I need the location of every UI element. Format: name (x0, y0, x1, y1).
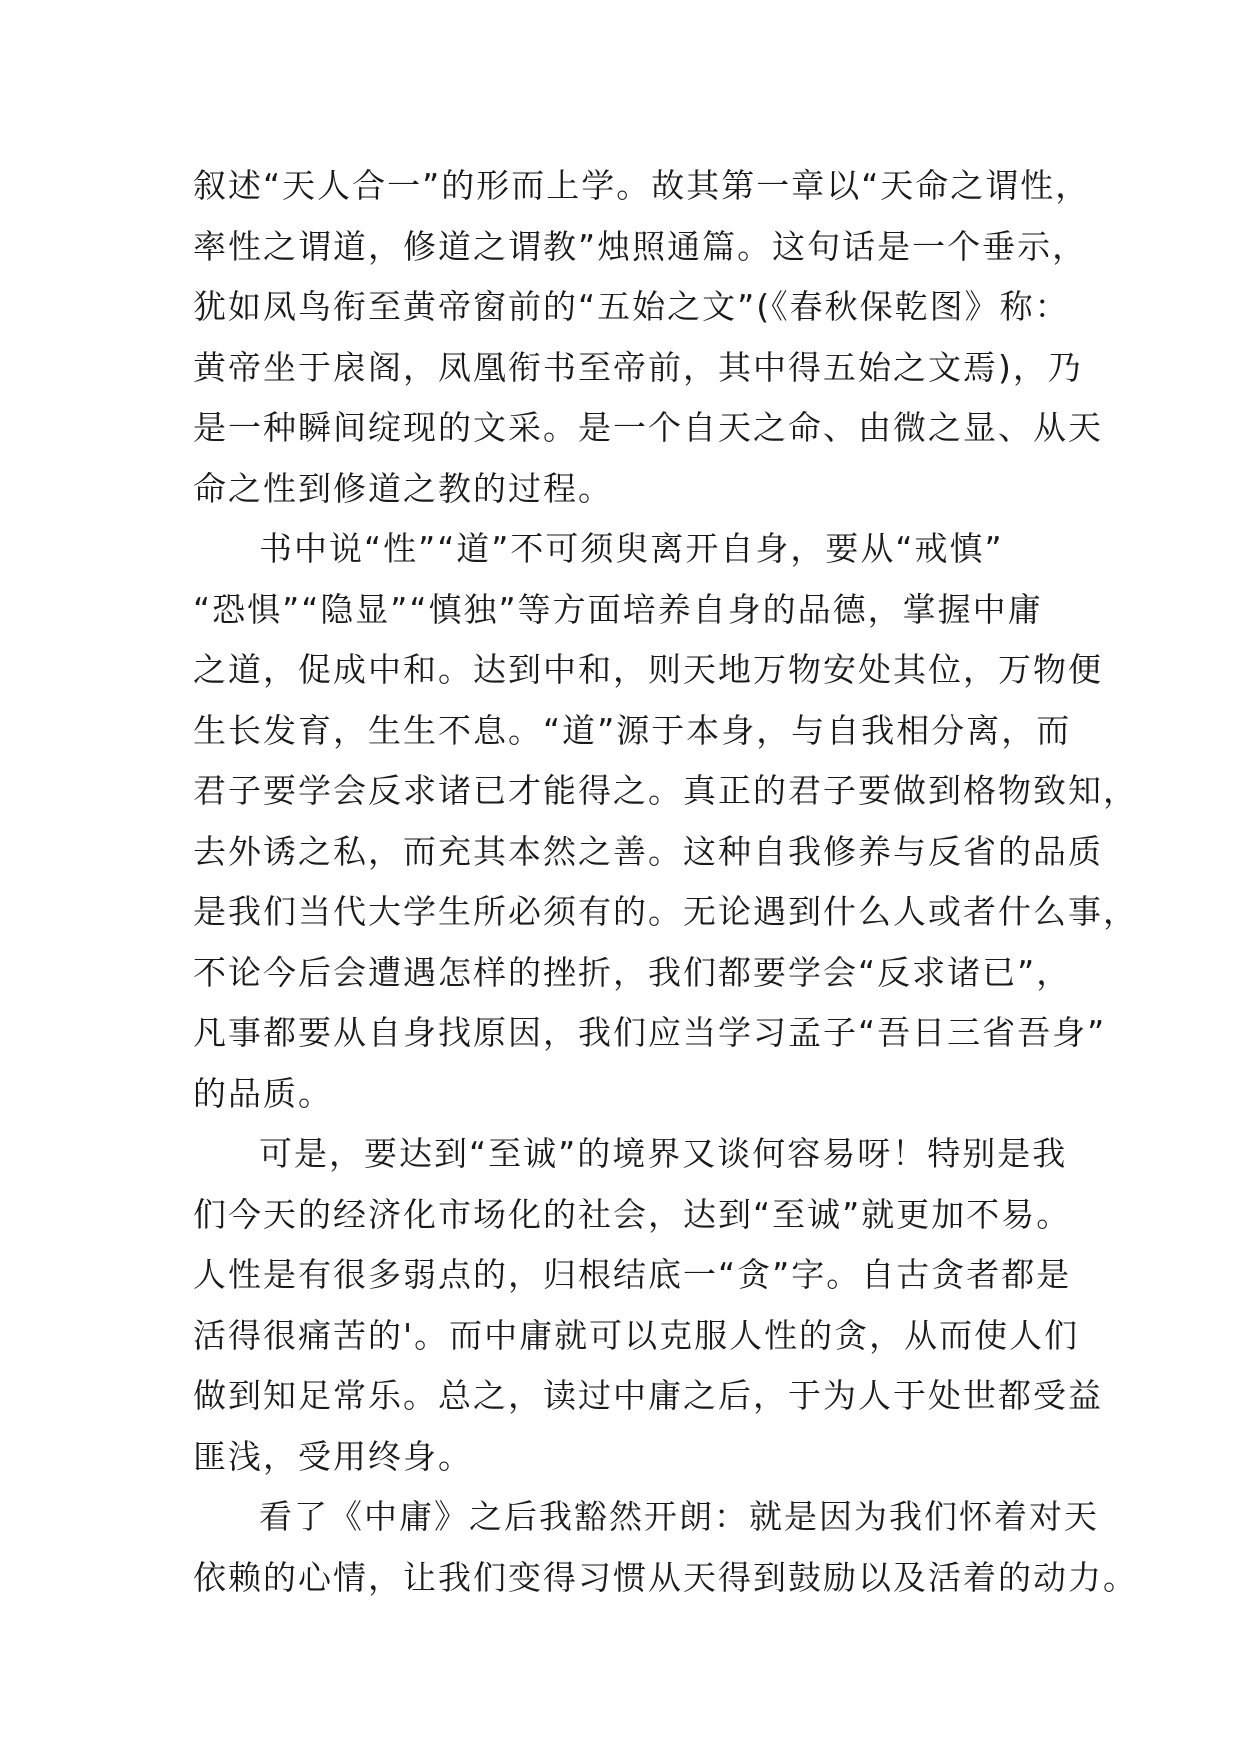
text-line: 率性之谓道，修道之谓教”烛照通篇。这句话是一个垂示， (193, 226, 1088, 266)
paragraph-3 (193, 1124, 1103, 1487)
text-line: 做到知足常乐。总之，读过中庸之后，于为人于处世都受益 (193, 1376, 1103, 1415)
document-body (193, 156, 1138, 1608)
text-line: 君子要学会反求诸已才能得之。真正的君子要做到格物致知， (193, 771, 1138, 810)
text-line: 犹如凤鸟衔至黄帝窗前的“五始之文”(《春秋保乾图》称： (193, 287, 1070, 326)
paragraph-4 (193, 1487, 1138, 1608)
text-line: 看了《中庸》之后我豁然开朗：就是因为我们怀着对天 (259, 1497, 1099, 1536)
text-line: 人性是有很多弱点的，归根结底一“贪”字。自古贪者都是 (193, 1255, 1072, 1294)
text-line: 活得很痛苦的'。而中庸就可以克服人性的贪，从而使人们 (193, 1315, 1080, 1355)
text-line: 可是，要达到“至诚”的境界又谈何容易呀！特别是我 (259, 1134, 1068, 1173)
paragraph-1 (193, 156, 1103, 519)
text-line: 命之性到修道之教的过程。 (193, 468, 613, 508)
text-line: 凡事都要从自身找原因，我们应当学习孟子“吾日三省吾身” (193, 1013, 1107, 1052)
text-line: 去外诱之私，而充其本然之善。这种自我修养与反省的品质 (193, 831, 1103, 871)
paragraph-2 (193, 519, 1138, 1124)
text-line: 书中说“性”“道”不可须臾离开自身，要从“戒慎” (259, 529, 1004, 568)
text-line: 匪浅，受用终身。 (193, 1436, 473, 1476)
text-line: 是我们当代大学生所必须有的。无论遇到什么人或者什么事， (193, 892, 1138, 931)
text-line: 是一种瞬间绽现的文采。是一个自天之命、由微之显、从天 (193, 408, 1103, 447)
text-line: 的品质。 (193, 1073, 333, 1113)
text-line: 黄帝坐于扆阁，凤凰衔书至帝前，其中得五始之文焉)，乃 (193, 347, 1083, 387)
text-line: “恐惧”“隐显”“慎独”等方面培养自身的品德，掌握中庸 (193, 589, 1043, 629)
text-line: 不论今后会遭遇怎样的挫折，我们都要学会“反求诸已”， (193, 952, 1072, 992)
text-line: 叙述“天人合一”的形而上学。故其第一章以“天命之谓性， (193, 166, 1091, 205)
text-line: 生长发育，生生不息。“道”源于本身，与自我相分离，而 (193, 710, 1072, 750)
text-line: 依赖的心情，让我们变得习惯从天得到鼓励以及活着的动力。 (193, 1557, 1138, 1597)
text-line: 之道，促成中和。达到中和，则天地万物安处其位，万物便 (193, 650, 1103, 689)
text-line: 们今天的经济化市场化的社会，达到“至诚”就更加不易。 (193, 1194, 1072, 1234)
